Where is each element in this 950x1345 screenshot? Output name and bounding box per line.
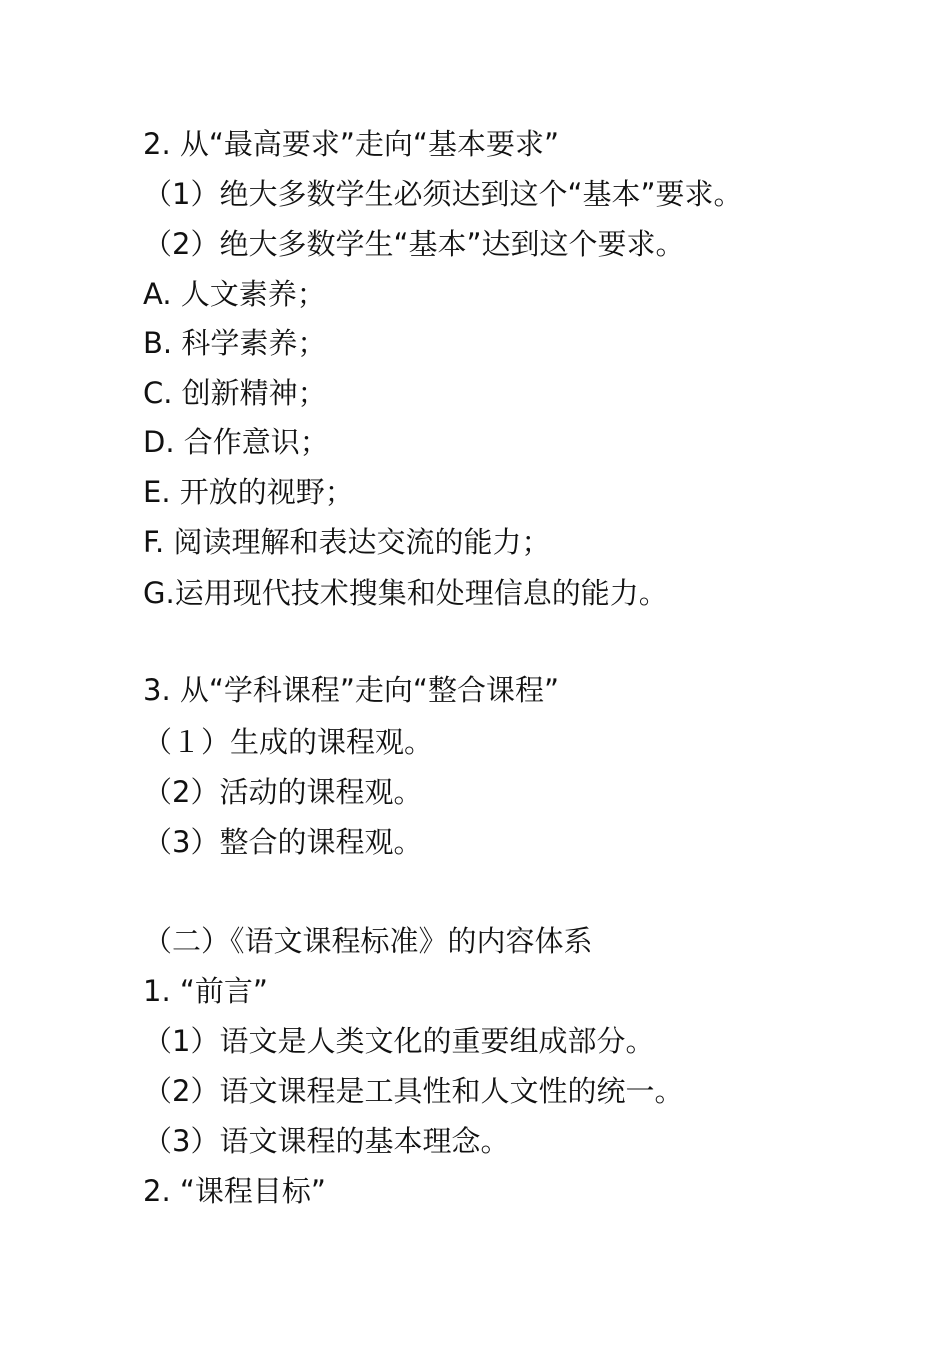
list-item-2: （2）绝大多数学生“基本”达到这个要求。 xyxy=(143,227,685,261)
option-c: C. 创新精神； xyxy=(143,376,327,410)
heading-course-objectives: 2. “课程目标” xyxy=(143,1174,326,1208)
heading-basic-requirements: 2. 从“最高要求”走向“基本要求” xyxy=(143,127,559,161)
section-heading-content-system: （二）《语文课程标准》的内容体系 xyxy=(143,924,593,958)
heading-integrated-curriculum: 3. 从“学科课程”走向“整合课程” xyxy=(143,673,559,707)
option-g: G.运用现代技术搜集和处理信息的能力。 xyxy=(143,576,668,610)
list-item-2: （2）活动的课程观。 xyxy=(143,775,423,809)
option-b: B. 科学素养； xyxy=(143,326,327,360)
list-item-3: （3）整合的课程观。 xyxy=(143,825,423,859)
option-e: E. 开放的视野； xyxy=(143,475,354,509)
heading-preface: 1. “前言” xyxy=(143,974,268,1008)
list-item-1: （１）生成的课程观。 xyxy=(143,725,434,759)
list-item-1: （1）绝大多数学生必须达到这个“基本”要求。 xyxy=(143,177,743,211)
option-a: A. 人文素养； xyxy=(143,277,326,311)
option-f: F. 阅读理解和表达交流的能力； xyxy=(143,525,551,559)
option-d: D. 合作意识； xyxy=(143,425,329,459)
list-item-2: （2）语文课程是工具性和人文性的统一。 xyxy=(143,1074,684,1108)
list-item-3: （3）语文课程的基本理念。 xyxy=(143,1124,510,1158)
list-item-1: （1）语文是人类文化的重要组成部分。 xyxy=(143,1024,655,1058)
